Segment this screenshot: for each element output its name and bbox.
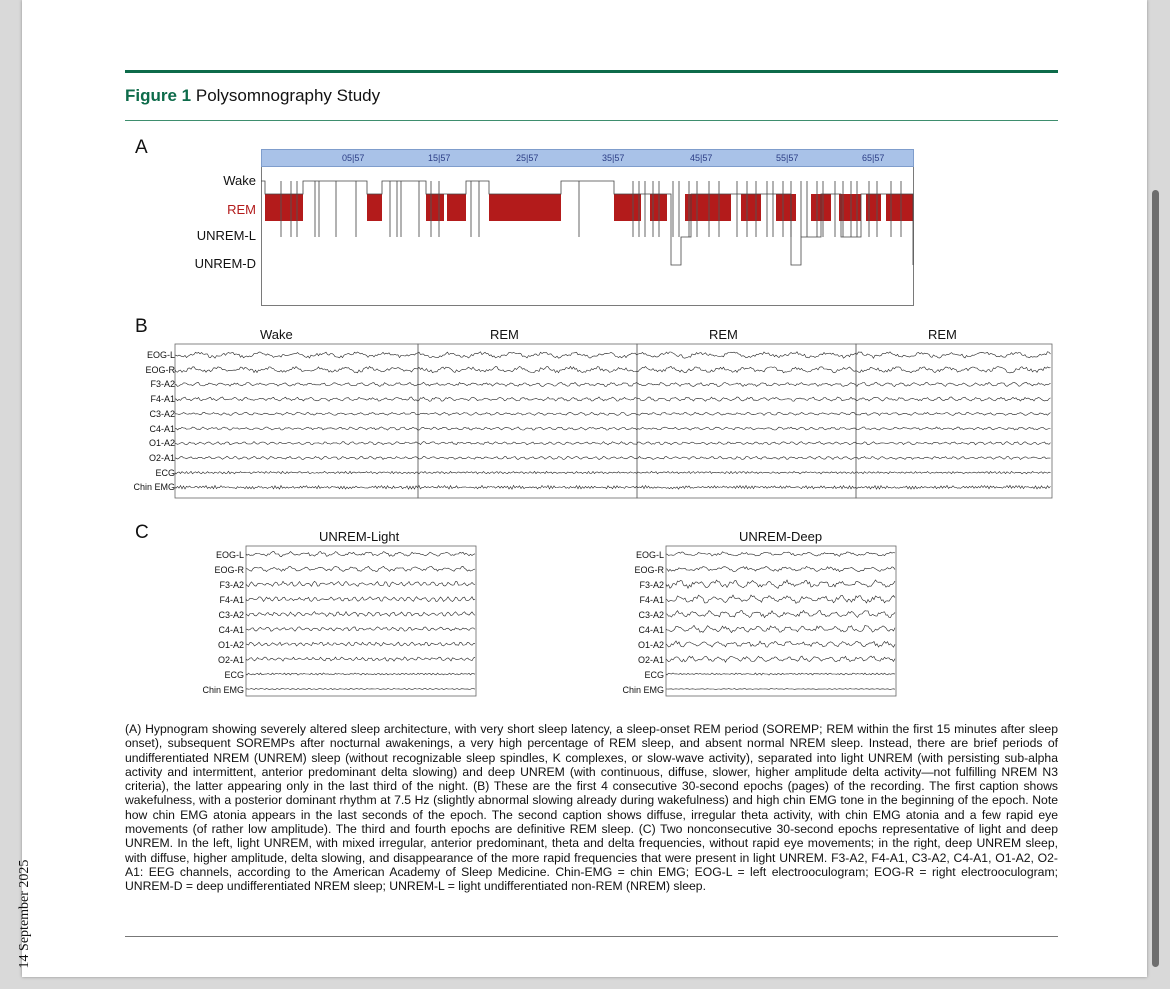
eeg-trace xyxy=(246,552,475,557)
time-tick: 15|57 xyxy=(428,153,451,163)
channel-label: C4-A1 xyxy=(638,625,664,635)
panel-b-letter: B xyxy=(135,316,148,337)
channel-label: EOG-L xyxy=(146,350,175,360)
eeg-trace xyxy=(175,427,1051,430)
channel-label: ECG xyxy=(224,670,244,680)
channel-label: Chin EMG xyxy=(202,685,244,695)
channel-label: F3-A2 xyxy=(639,580,664,590)
hypnogram-time-axis xyxy=(261,149,914,167)
eeg-trace xyxy=(666,641,895,647)
epoch-title-c-1: UNREM-Light xyxy=(319,529,400,544)
channel-label: O1-A2 xyxy=(637,640,664,650)
channel-label: EOG-R xyxy=(145,364,175,375)
eeg-trace xyxy=(666,595,895,603)
channel-label: C4-A1 xyxy=(149,423,175,434)
eeg-trace xyxy=(666,673,895,675)
panel-c-letter: C xyxy=(135,522,149,543)
channel-label: C3-A2 xyxy=(638,610,664,620)
eeg-trace xyxy=(666,625,895,632)
epoch-frame xyxy=(418,344,637,498)
channel-label: O2-A1 xyxy=(637,655,664,665)
channel-label: Chin EMG xyxy=(133,482,175,493)
rem-block xyxy=(839,194,861,221)
side-date: 14 September 2025 xyxy=(17,859,32,969)
time-tick: 55|57 xyxy=(776,153,799,163)
stage-label-unrem-l: UNREM-L xyxy=(196,228,256,243)
channel-label: ECG xyxy=(644,670,664,680)
time-tick: 25|57 xyxy=(516,153,539,163)
eeg-trace xyxy=(666,580,895,589)
figure-title xyxy=(125,86,380,106)
channel-label: O1-A2 xyxy=(148,438,175,449)
epoch-title-b-1: Wake xyxy=(260,327,293,342)
channel-label: O2-A1 xyxy=(217,655,244,665)
time-tick: 05|57 xyxy=(342,153,365,163)
eeg-trace xyxy=(666,552,895,557)
rem-block xyxy=(614,194,641,221)
rem-block xyxy=(776,194,796,221)
eeg-traces-c-deep xyxy=(666,546,896,696)
eeg-trace xyxy=(175,456,1051,459)
channel-label: O1-A2 xyxy=(217,640,244,650)
channel-label: Chin EMG xyxy=(622,685,664,695)
rem-block xyxy=(685,194,731,221)
rem-block xyxy=(489,194,561,221)
time-tick: 65|57 xyxy=(862,153,885,163)
rem-block xyxy=(866,194,881,221)
eeg-trace xyxy=(175,471,1051,474)
channel-label: F4-A1 xyxy=(150,394,175,405)
eeg-traces-c-light xyxy=(246,546,476,696)
eeg-traces-b xyxy=(175,344,1052,498)
channel-label: O2-A1 xyxy=(148,452,175,463)
eeg-trace xyxy=(175,412,1051,415)
panel-a-letter: A xyxy=(135,137,148,158)
eeg-trace xyxy=(246,581,475,586)
article-page xyxy=(22,0,1147,977)
epoch-title-c-2: UNREM-Deep xyxy=(739,529,823,544)
channel-label: C4-A1 xyxy=(218,625,244,635)
rem-block xyxy=(447,194,466,221)
eeg-trace xyxy=(246,627,475,631)
eeg-trace xyxy=(175,382,1051,386)
figure-title-rule xyxy=(125,120,1058,121)
vertical-scrollbar[interactable] xyxy=(1152,190,1159,967)
rem-block xyxy=(426,194,444,221)
eeg-trace xyxy=(246,688,475,689)
eeg-trace xyxy=(666,566,895,571)
time-tick: 45|57 xyxy=(690,153,713,163)
channel-label: ECG xyxy=(155,467,175,478)
eeg-trace xyxy=(175,366,1051,373)
channel-label: F4-A1 xyxy=(219,595,244,605)
eeg-trace xyxy=(666,656,895,662)
eeg-trace xyxy=(175,485,1051,489)
eeg-trace xyxy=(246,612,475,617)
channel-label: F3-A2 xyxy=(150,379,175,390)
channel-label: EOG-R xyxy=(634,565,664,575)
stage-label-unrem-d: UNREM-D xyxy=(194,256,256,271)
figure-top-rule xyxy=(125,70,1058,73)
eeg-trace xyxy=(246,597,475,602)
eeg-trace xyxy=(175,352,1051,359)
channel-label: C3-A2 xyxy=(149,408,175,419)
channel-label: F4-A1 xyxy=(639,595,664,605)
eeg-trace xyxy=(175,397,1051,401)
eeg-trace xyxy=(246,673,475,675)
epoch-title-b-2: REM xyxy=(490,327,519,342)
hypnogram-plot xyxy=(261,167,914,306)
stage-label-wake: Wake xyxy=(223,173,256,188)
rem-block xyxy=(886,194,913,221)
eeg-trace xyxy=(246,566,475,571)
channel-label: EOG-R xyxy=(214,565,244,575)
figure-caption: (A) Hypnogram showing severely altered sleep architecture, with very short sleep latency, a sleep-onset REM period (SOREMP; REM within the first 15 minutes after sleep onset), subsequent SOREMPs after nocturnal awakenings, a very high percentage of REM sleep, and absent normal NREM sleep. Instead, there are brief periods of undifferentiated NREM (UNREM) sleep (without recognizable sleep spindles, K complexes, or slow-wave activity), separated into light UNREM (with persisting sub-alpha activity and intermittent, anterior predominant delta slowing) and deep UNREM (with continuous, diffuse, slower, higher amplitude delta activity—not fulfilling NREM N3 criteria), the latter appearing only in the last third of the night. (B) These are the first 4 consecutive 30-second epochs (pages) of the recording. The first caption shows wakefulness, with a posterior dominant rhythm at 7.5 Hz (slightly abnormal slowing already during wakefulness) and high chin EMG tone in the beginning of the epoch. Note how chin EMG atonia appears in the last seconds of the epoch. The second caption shows diffuse, irregular theta activity, with chin EMG atonia and a few rapid eye movements (of rather low amplitude). The third and fourth epochs are definitive REM sleep. (C) Two nonconsecutive 30-second epochs representative of light and deep UNREM. In the left, light UNREM, with mixed irregular, anterior predominant, theta and delta frequencies, without rapid eye movements; in the right, deep UNREM sleep, with diffuse, higher amplitude, delta slowing, and disappearance of the more rapid frequencies that were present in light UNREM. F3-A2, F4-A1, C3-A2, C4-A1, O1-A2, O2-A1: EEG channels, according to the American Academy of Sleep Medicine. Chin-EMG = chin EMG; EOG-L = left electrooculogram; EOG-R = right electrooculogram; UNREM-D = deep undifferentiated NREM sleep; UNREM-L = light undifferentiated non-REM (NREM) sleep. xyxy=(125,722,1058,894)
rem-block xyxy=(367,194,382,221)
eeg-trace xyxy=(175,442,1051,445)
epoch-title-b-4: REM xyxy=(928,327,957,342)
channel-label: F3-A2 xyxy=(219,580,244,590)
figure-number: Figure 1 xyxy=(125,86,192,105)
eeg-trace xyxy=(666,610,895,617)
eeg-trace xyxy=(246,642,475,646)
rem-block xyxy=(741,194,761,221)
hypnogram-stage-line xyxy=(261,181,913,265)
figure-title-text: Polysomnography Study xyxy=(195,86,381,105)
stage-label-rem: REM xyxy=(227,202,256,217)
caption-bottom-rule xyxy=(125,936,1058,937)
epoch-title-b-3: REM xyxy=(709,327,738,342)
channel-label: EOG-L xyxy=(215,550,244,560)
eeg-trace xyxy=(246,657,475,661)
eeg-trace xyxy=(666,689,895,690)
time-tick: 35|57 xyxy=(602,153,625,163)
channel-label: EOG-L xyxy=(635,550,664,560)
channel-label: C3-A2 xyxy=(218,610,244,620)
